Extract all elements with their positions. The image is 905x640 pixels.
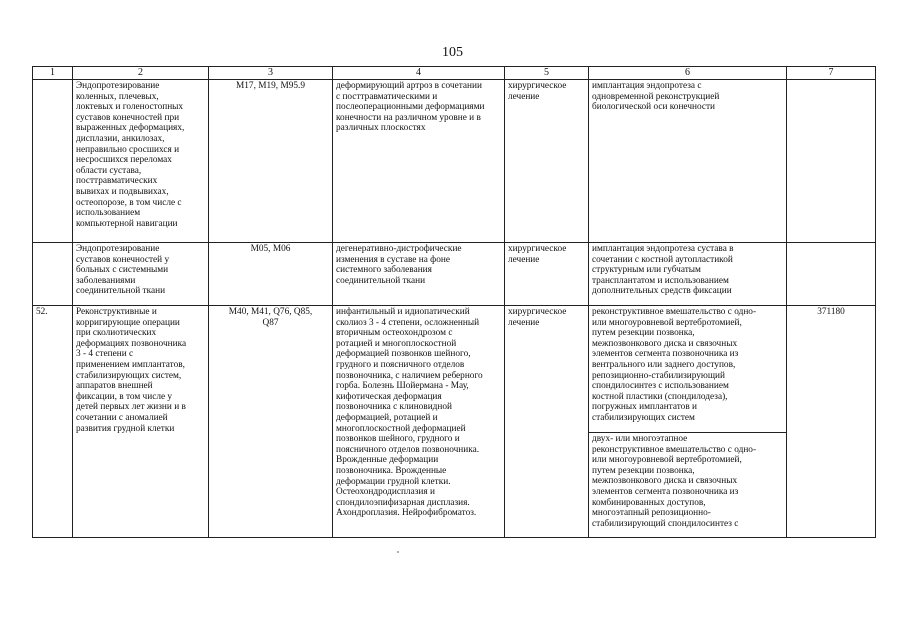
patient-model: дегенеративно-дистрофические изменения в суставе на фоне системного заболевания соединительной ткани (333, 243, 505, 306)
medical-care-table (32, 66, 876, 538)
icd-codes: M05, M06 (209, 243, 333, 306)
column-header: 7 (787, 67, 876, 80)
icd-codes: M17, M19, M95.9 (209, 80, 333, 243)
price-cell (787, 80, 876, 243)
table-row (33, 243, 876, 306)
column-header: 2 (73, 67, 209, 80)
scan-speck (397, 551, 399, 553)
procedure-name: Реконструктивные и корригирующие операции при сколиотических деформациях позвоночника 3 - 4 степени с применением имплантатов, стабилизирующих систем, аппаратов внешней фиксации, в том числе у детей первых лет жизни и в сочетании с аномалией развития грудной клетки (73, 306, 209, 538)
patient-model: инфантильный и идиопатический сколиоз 3 - 4 степени, осложненный вторичным остеохондрозом с ротацией и многоплоскостной деформацией позвонков шейного, грудного и поясничного отделов позвоночника, с наличием реберного горба. Болезнь Шойермана - Мау, кифотическая деформация позвоночника с клиновидной деформацией, ротацией и многоплоскостной деформацией позвонков шейного, грудного и поясничного отделов позвоночника. Врожденные деформации позвоночника. Врожденные деформации грудной клетки. Остеохондродисплазия и спондилоэпифизарная дисплазия. Ахондроплазия. Нейрофиброматоз. (333, 306, 505, 538)
treatment-method: реконструктивное вмешательство с одно- или многоуровневой вертебротомией, путем резекции позвонка, межпозвонкового диска и связочных элементов сегмента позвоночника из вентрального или заднего доступов, репозиционно-стабилизирующий спондилосинтез с использованием костной пластики (спондилодеза), погружных имплантатов и стабилизирующих систем (589, 306, 787, 433)
column-header: 5 (505, 67, 589, 80)
procedure-name: Эндопротезирование коленных, плечевых, локтевых и голеностопных суставов конечностей при выраженных деформациях, дисплазии, анкилозах, неправильно сросшихся и несросшихся переломах области сустава, посттравматических вывихах и подвывихах, остеопорозе, в том числе с использованием компьютерной навигации (73, 80, 209, 243)
header-row (33, 67, 876, 80)
treatment-type: хирургическое лечение (505, 243, 589, 306)
column-header: 1 (33, 67, 73, 80)
treatment-type: хирургическое лечение (505, 306, 589, 538)
patient-model: деформирующий артроз в сочетании с посттравматическими и послеоперационными деформациями конечности на различном уровне и в различных плоскостях (333, 80, 505, 243)
column-header: 3 (209, 67, 333, 80)
page-number: 105 (442, 45, 463, 60)
treatment-method: имплантация эндопротеза сустава в сочетании с костной аутопластикой структурным или губчатым трансплантатом и использованием дополнительных средств фиксации (589, 243, 787, 306)
row-number: 52. (33, 306, 73, 538)
treatment-type: хирургическое лечение (505, 80, 589, 243)
row-number (33, 80, 73, 243)
table-row (33, 306, 876, 433)
procedure-name: Эндопротезирование суставов конечностей у больных с системными заболеваниями соединительной ткани (73, 243, 209, 306)
row-number (33, 243, 73, 306)
column-header: 4 (333, 67, 505, 80)
table-row (33, 80, 876, 243)
treatment-method: двух- или многоэтапное реконструктивное вмешательство с одно- или многоуровневой вертебротомией, путем резекции позвонка, межпозвонкового диска и связочных элементов сегмента позвоночника из комбинированных доступов, многоэтапный репозиционно- стабилизирующий спондилосинтез с (589, 433, 787, 538)
icd-codes: M40, M41, Q76, Q85, Q87 (209, 306, 333, 538)
column-header: 6 (589, 67, 787, 80)
treatment-method: имплантация эндопротеза с одновременной реконструкцией биологической оси конечности (589, 80, 787, 243)
price-cell (787, 243, 876, 306)
price-cell: 371180 (787, 306, 876, 538)
